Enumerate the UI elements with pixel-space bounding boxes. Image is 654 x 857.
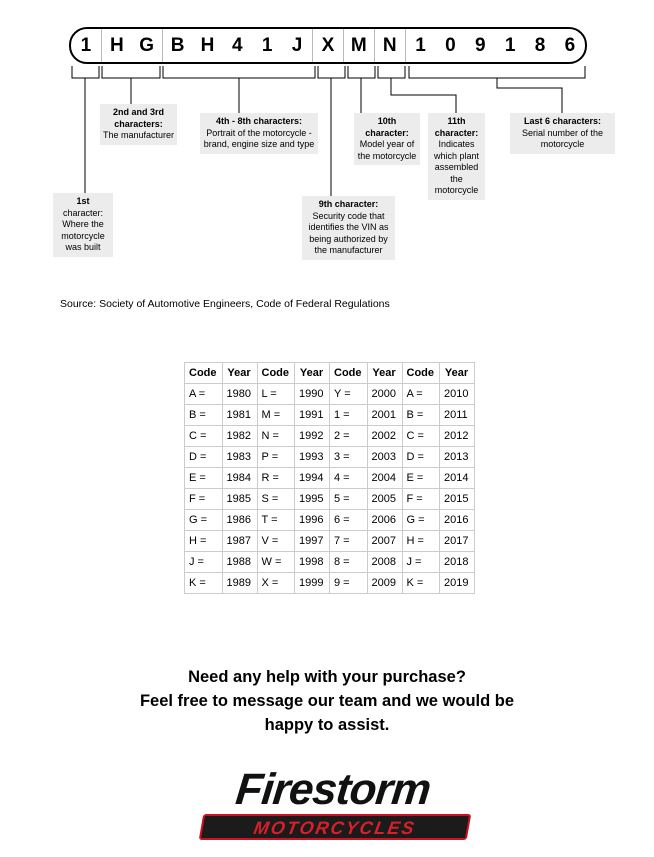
cell-year: 1981 (222, 405, 257, 426)
cell-code: E = (185, 468, 223, 489)
table-row (185, 384, 475, 405)
cell-code: V = (257, 531, 295, 552)
logo-subtitle: MOTORCYCLES (199, 814, 472, 840)
vin-char: 4 (232, 35, 243, 56)
column-header: Year (222, 363, 257, 384)
cell-year: 2015 (440, 489, 475, 510)
column-header: Year (367, 363, 402, 384)
cell-year: 1995 (295, 489, 330, 510)
cell-year: 1985 (222, 489, 257, 510)
cell-code: J = (185, 552, 223, 573)
cell-code: H = (185, 531, 223, 552)
cell-code: D = (185, 447, 223, 468)
table-row (185, 426, 475, 447)
vin-char: N (382, 35, 397, 56)
callout-ninth-character (302, 196, 395, 260)
cell-year: 1990 (295, 384, 330, 405)
column-header: Year (295, 363, 330, 384)
cell-year: 1997 (295, 531, 330, 552)
cell-code: 5 = (330, 489, 368, 510)
callout-tenth-character (354, 113, 420, 165)
cell-code: D = (402, 447, 440, 468)
column-header: Year (440, 363, 475, 384)
help-line-2: Feel free to message our team and we would be (139, 692, 515, 710)
callout-last-six-characters (510, 113, 615, 154)
cell-year: 2004 (367, 468, 402, 489)
cell-code: S = (257, 489, 295, 510)
cell-year: 2016 (440, 510, 475, 531)
cell-year: 2017 (440, 531, 475, 552)
column-header: Code (330, 363, 368, 384)
vin-char: 6 (564, 35, 576, 56)
cell-year: 1984 (222, 468, 257, 489)
callout-second-third-text: The manufacturer (102, 130, 175, 140)
cell-code: F = (185, 489, 223, 510)
cell-code: R = (257, 468, 295, 489)
vin-char: M (350, 35, 367, 56)
callout-first-title: 1st (76, 196, 90, 206)
cell-year: 1996 (295, 510, 330, 531)
cell-code: E = (402, 468, 440, 489)
cell-year: 2001 (367, 405, 402, 426)
cell-code: W = (257, 552, 295, 573)
cell-code: F = (402, 489, 440, 510)
cell-year: 2005 (367, 489, 402, 510)
column-header: Code (185, 363, 223, 384)
firestorm-motorcycles-logo (163, 762, 503, 844)
cell-code: M = (257, 405, 295, 426)
vin-diagram (0, 0, 654, 310)
cell-code: K = (402, 573, 440, 594)
callout-eleventh-title: 11th character: (434, 116, 479, 138)
table-row (185, 468, 475, 489)
source-note: Source: Society of Automotive Engineers, Code of Federal Regulations (60, 298, 390, 310)
callout-second-third-title: 2nd and 3rd characters: (112, 107, 164, 129)
cell-year: 2007 (367, 531, 402, 552)
table-row (185, 552, 475, 573)
cell-code: P = (257, 447, 295, 468)
cell-year: 1983 (222, 447, 257, 468)
cell-year: 2018 (440, 552, 475, 573)
cell-year: 1989 (222, 573, 257, 594)
callout-tenth-text: Model year of the motorcycle (357, 139, 417, 161)
callout-ninth-text: Security code that identifies the VIN as being authorized by the manufacturer (308, 210, 389, 255)
vin-char: J (291, 35, 303, 56)
cell-year: 2002 (367, 426, 402, 447)
cell-year: 2000 (367, 384, 402, 405)
callout-fourth-eighth-text: Portrait of the motorcycle - brand, engine size and type (203, 127, 315, 149)
cell-year: 2019 (440, 573, 475, 594)
cell-year: 1992 (295, 426, 330, 447)
cell-year: 2003 (367, 447, 402, 468)
cell-year: 2008 (367, 552, 402, 573)
cell-code: 6 = (330, 510, 368, 531)
table-row (185, 489, 475, 510)
cell-year: 2012 (440, 426, 475, 447)
vin-char: 1 (415, 35, 426, 56)
callout-last-title: Last 6 characters: (523, 116, 602, 126)
cell-code: A = (402, 384, 440, 405)
cell-year: 2013 (440, 447, 475, 468)
column-header: Code (402, 363, 440, 384)
cell-code: H = (402, 531, 440, 552)
cell-year: 1988 (222, 552, 257, 573)
cell-code: K = (185, 573, 223, 594)
cell-code: 8 = (330, 552, 368, 573)
cell-code: 7 = (330, 531, 368, 552)
vin-number-bar (69, 27, 587, 64)
vin-char: 9 (475, 35, 486, 56)
table-row (185, 405, 475, 426)
cell-code: A = (185, 384, 223, 405)
cell-code: Y = (330, 384, 368, 405)
table-row (185, 573, 475, 594)
vin-char: 1 (261, 35, 273, 56)
cell-year: 2010 (440, 384, 475, 405)
cell-code: 9 = (330, 573, 368, 594)
callout-first-character (53, 193, 113, 257)
cell-code: 4 = (330, 468, 368, 489)
cell-code: G = (185, 510, 223, 531)
cell-code: G = (402, 510, 440, 531)
cell-year: 2006 (367, 510, 402, 531)
cell-code: B = (185, 405, 223, 426)
table-header-row (185, 363, 475, 384)
vin-char: B (170, 35, 185, 56)
callout-ninth-title: 9th character: (318, 199, 379, 209)
cell-code: J = (402, 552, 440, 573)
table-row (185, 447, 475, 468)
cell-year: 1991 (295, 405, 330, 426)
callout-first-text: character: Where the motorcycle was built (61, 207, 105, 252)
cell-year: 1999 (295, 573, 330, 594)
cell-code: 3 = (330, 447, 368, 468)
cell-year: 1986 (222, 510, 257, 531)
cell-year: 1987 (222, 531, 257, 552)
vin-char: 1 (504, 35, 516, 56)
vin-char: 8 (534, 35, 546, 56)
cell-code: N = (257, 426, 295, 447)
cell-code: T = (257, 510, 295, 531)
model-year-code-table (184, 362, 475, 594)
help-line-1: Need any help with your purchase? (188, 668, 466, 686)
cell-year: 2009 (367, 573, 402, 594)
column-header: Code (257, 363, 295, 384)
help-message (0, 665, 654, 737)
help-line-3: happy to assist. (264, 716, 390, 734)
callout-tenth-title: 10th character: (365, 116, 409, 138)
cell-year: 2011 (440, 405, 475, 426)
vin-char: H (109, 35, 124, 56)
logo-wordmark: Firestorm (233, 765, 433, 814)
vin-char: X (321, 35, 335, 56)
vin-char: 0 (445, 35, 456, 56)
callout-fourth-eighth-title: 4th - 8th characters: (215, 116, 303, 126)
cell-code: 1 = (330, 405, 368, 426)
cell-code: X = (257, 573, 295, 594)
cell-year: 1993 (295, 447, 330, 468)
cell-year: 2014 (440, 468, 475, 489)
cell-code: C = (185, 426, 223, 447)
cell-year: 1982 (222, 426, 257, 447)
cell-year: 1998 (295, 552, 330, 573)
vin-char: G (139, 35, 155, 56)
cell-code: C = (402, 426, 440, 447)
cell-year: 1994 (295, 468, 330, 489)
callout-last-text: Serial number of the motorcycle (521, 127, 604, 149)
table-row (185, 531, 475, 552)
cell-code: L = (257, 384, 295, 405)
vin-char: 1 (80, 35, 92, 56)
table-row (185, 510, 475, 531)
vin-char: H (200, 35, 215, 56)
callout-eleventh-character (428, 113, 485, 200)
callout-fourth-eighth-characters (200, 113, 318, 154)
cell-year: 1980 (222, 384, 257, 405)
cell-code: 2 = (330, 426, 368, 447)
callout-eleventh-text: Indicates which plant assembled the motorcycle (433, 139, 480, 195)
callout-second-third-characters (100, 104, 177, 145)
cell-code: B = (402, 405, 440, 426)
